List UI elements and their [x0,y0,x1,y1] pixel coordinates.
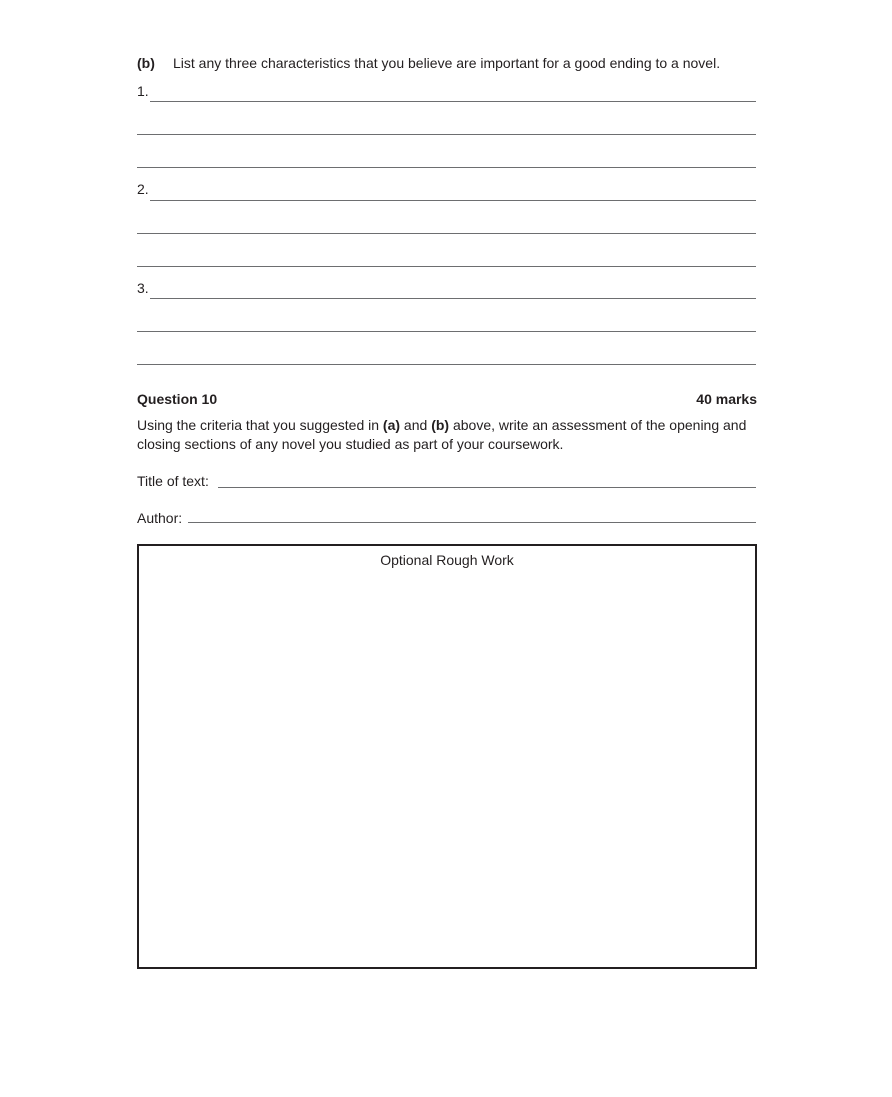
answer-line-3a[interactable] [150,298,756,299]
item-number-1: 1. [137,83,149,99]
question-body-text-3: above, write an assessment of the opening and closing sections of any novel you studied as part of your coursework. [137,417,747,452]
answer-line-3c[interactable] [137,364,756,365]
author-field[interactable] [188,522,756,523]
answer-line-1a[interactable] [150,101,756,102]
question-title: Question 10 [137,391,218,407]
item-number-2: 2. [137,181,149,197]
question-body-ref-a: (a) [382,417,401,433]
author-label: Author: [137,510,183,526]
answer-line-1b[interactable] [137,134,756,135]
question-body-text-1: Using the criteria that you suggested in [137,417,383,433]
answer-line-2b[interactable] [137,233,756,234]
question-body-text-2: and [400,417,432,433]
answer-line-2a[interactable] [150,200,756,201]
answer-line-3b[interactable] [137,331,756,332]
title-of-text-field[interactable] [218,487,756,488]
item-number-3: 3. [137,280,149,296]
answer-line-2c[interactable] [137,266,756,267]
rough-work-box[interactable] [137,544,757,969]
answer-line-1c[interactable] [137,167,756,168]
question-marks: 40 marks [696,391,757,407]
question-body-ref-b: (b) [431,417,450,433]
question-body [137,416,759,454]
rough-work-label: Optional Rough Work [380,552,514,568]
title-of-text-label: Title of text: [137,473,209,489]
part-b-prompt: List any three characteristics that you believe are important for a good ending to a novel. [173,55,721,71]
part-b-label: (b) [137,55,155,71]
